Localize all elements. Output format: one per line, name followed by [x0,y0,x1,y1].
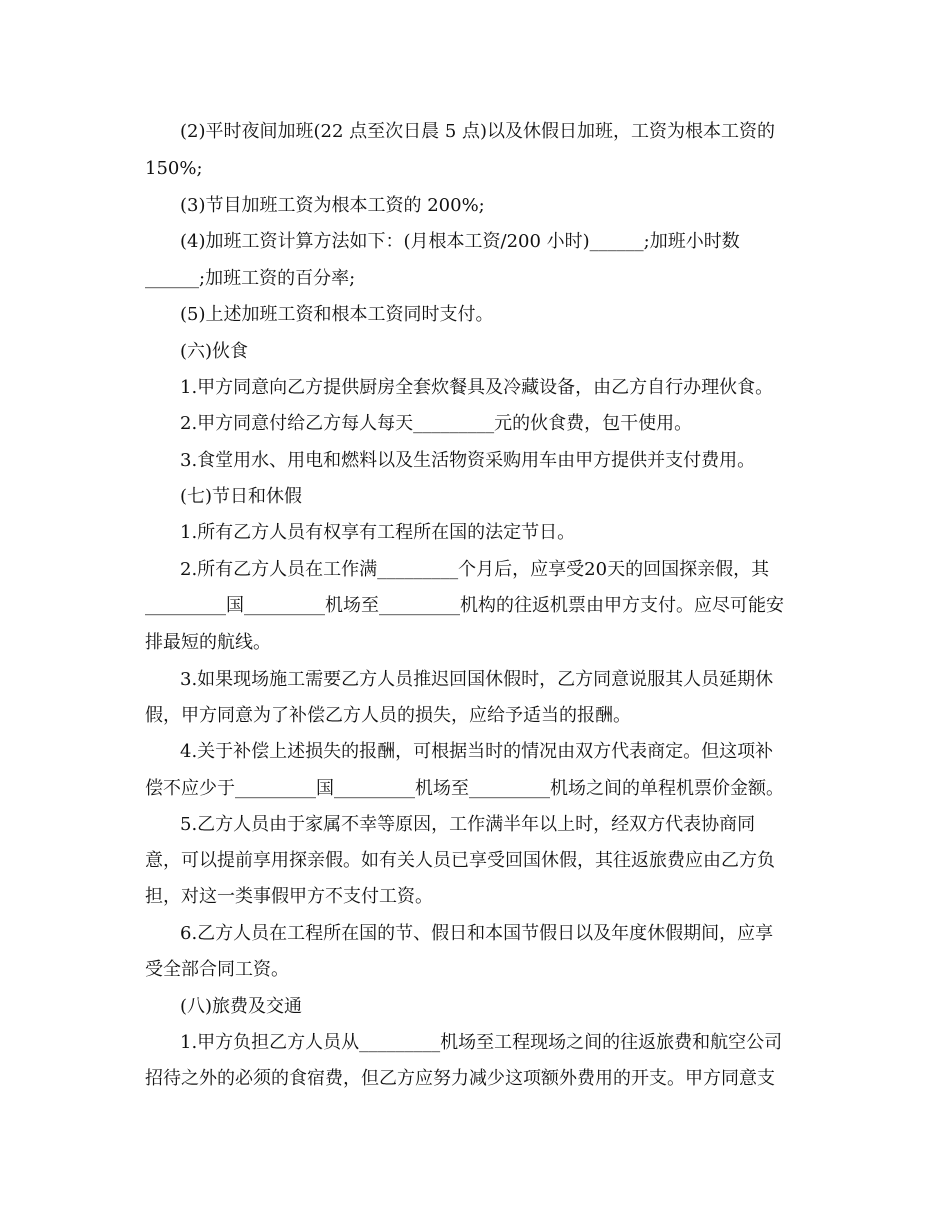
text-line: 受全部合同工资。 [145,959,289,980]
text-line: (3)节目加班工资为根本工资的 200%; [180,195,485,216]
text-line: 2.甲方同意付给乙方每人每天_________元的伙食费，包干使用。 [180,413,693,434]
text-line: 假，甲方同意为了补偿乙方人员的损失，应给予适当的报酬。 [145,705,631,726]
text-line: 偿不应少于_________国_________机场至_________机场之间的单程机票价金额。 [145,778,784,799]
text-line: (5)上述加班工资和根本工资同时支付。 [180,304,494,325]
text-line: 担，对这一类事假甲方不支付工资。 [145,886,433,907]
text-line: 意，可以提前享用探亲假。如有关人员已享受回国休假，其往返旅费应由乙方负 [145,850,775,871]
text-line: 1.甲方同意向乙方提供厨房全套炊餐具及冷藏设备，由乙方自行办理伙食。 [180,377,774,398]
text-line: _________国_________机场至_________机构的往返机票由甲方支付。应尽可能安 [145,595,784,616]
section-heading: (六)伙食 [180,341,249,362]
text-line: 1.甲方负担乙方人员从_________机场至工程现场之间的往返旅费和航空公司 [180,1032,783,1053]
text-line: 排最短的航线。 [145,632,271,653]
text-line: 2.所有乙方人员在工作满_________个月后，应享受20天的回国探亲假，其 [180,559,770,580]
text-line: ______;加班工资的百分率; [145,268,356,289]
text-line: 招待之外的必须的食宿费，但乙方应努力减少这项额外费用的开支。甲方同意支 [145,1068,775,1089]
text-line: 3.如果现场施工需要乙方人员推迟回国休假时，乙方同意说服其人员延期休 [180,669,774,690]
text-line: (4)加班工资计算方法如下：(月根本工资/200 小时)______;加班小时数 [180,231,740,252]
text-line: 4.关于补偿上述损失的报酬，可根据当时的情况由双方代表商定。但这项补 [180,741,774,762]
text-line: (2)平时夜间加班(22 点至次日晨 5 点)以及休假日加班，工资为根本工资的 [180,121,776,142]
section-heading: (八)旅费及交通 [180,996,303,1017]
text-line: 5.乙方人员由于家属不幸等原因，工作满半年以上时，经双方代表协商同 [180,814,756,835]
text-line: 3.食堂用水、用电和燃料以及生活物资采购用车由甲方提供并支付费用。 [180,450,756,471]
text-line: 6.乙方人员在工程所在国的节、假日和本国节假日以及年度休假期间，应享 [180,923,774,944]
text-line: 1.所有乙方人员有权享有工程所在国的法定节日。 [180,522,576,543]
text-line: 150%; [145,158,203,179]
section-heading: (七)节日和休假 [180,486,303,507]
